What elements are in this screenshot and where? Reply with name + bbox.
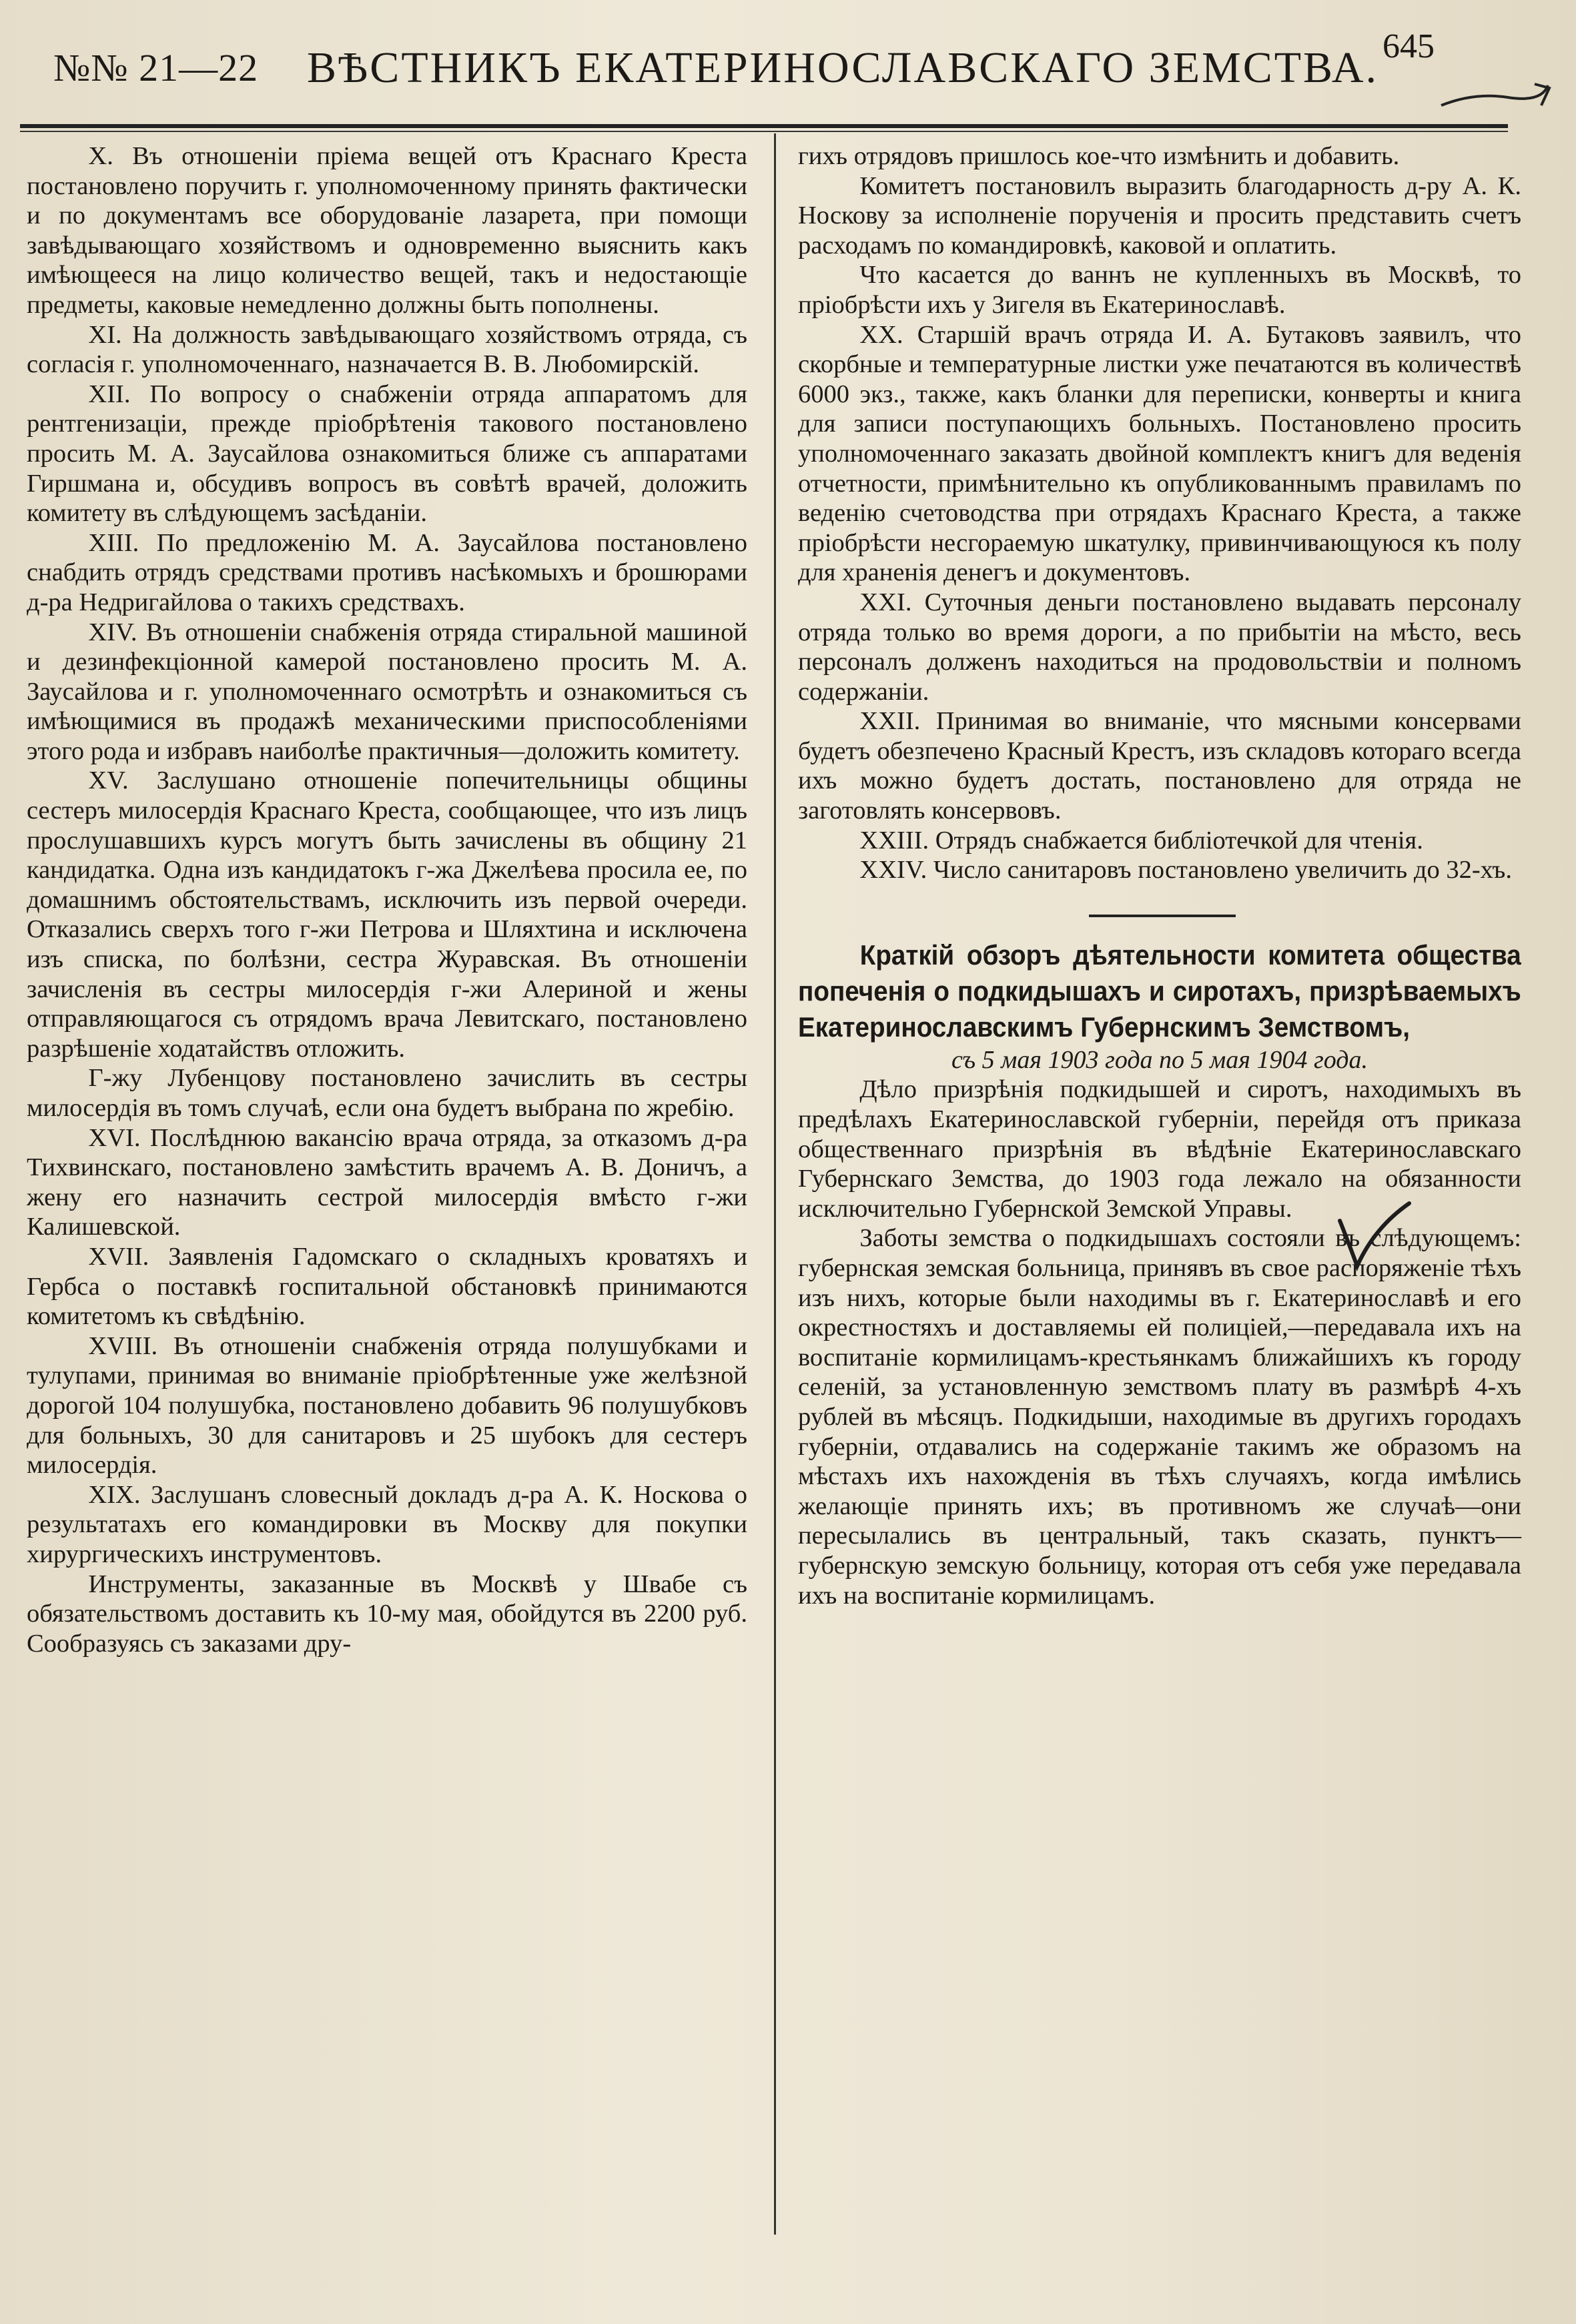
page-number: 645 xyxy=(1383,27,1435,65)
paragraph: XVII. Заявленія Гадомскаго о складныхъ кроватяхъ и Гербса о поставкѣ госпитальной обстановкѣ принимаются комитетомъ къ свѣдѣнію. xyxy=(27,1242,747,1331)
paragraph: Комитетъ постановилъ выразить благодарность д-ру А. К. Носкову за исполненіе порученія и просить представить счетъ расходамъ по командировкѣ, каковой и оплатить. xyxy=(798,171,1521,259)
page-header xyxy=(40,27,1535,93)
paragraph: XXIV. Число санитаровъ постановлено увеличить до 32-хъ. xyxy=(859,856,1512,885)
paragraph: XIX. Заслушанъ словесный докладъ д-ра А. К. Носкова о результатахъ его командировки въ Москву для покупки хирургическихъ инструментовъ. xyxy=(27,1480,747,1568)
paragraph: XVI. Послѣднюю вакансію врача отряда, за отказомъ д-ра Тихвинскаго, постановлено замѣстить врачемъ А. В. Доничъ, а жену его назначить сестрой милосердія вмѣсто г-жи Калишевской. xyxy=(27,1123,747,1241)
section-dates: съ 5 мая 1903 года по 5 мая 1904 года. xyxy=(951,1045,1368,1074)
header-rule xyxy=(20,124,1508,128)
paragraph: XIV. Въ отношеніи снабженія отряда стиральной машиной и дезинфекціонной камерой постановлено просить М. А. Заусайлова и г. уполномоченнаго осмотрѣть и ознакомиться съ имѣющимися въ продажѣ механическими приспособленіями этого рода и избравъ наиболѣе практичныя—доложить комитету. xyxy=(27,618,747,765)
header-rule-thin xyxy=(20,131,1508,132)
paragraph: XXII. Принимая во вниманіе, что мясными консервами будетъ обезпечено Красный Крестъ, изъ складовъ котораго всегда ихъ можно будетъ достать, постановлено для отряда не заготовлять консервовъ. xyxy=(798,707,1521,825)
column-divider xyxy=(774,133,776,2235)
pen-scribble-icon xyxy=(1435,79,1555,119)
paragraph: XIII. По предложенію М. А. Заусайлова постановлено снабдить отрядъ средствами противъ насѣкомыхъ и брошюрами д-ра Недригайлова о такихъ средствахъ. xyxy=(27,528,747,616)
left-column xyxy=(27,141,747,1658)
paragraph: XXIII. Отрядъ снабжается библіотечкой для чтенія. xyxy=(859,826,1423,854)
right-column xyxy=(798,141,1521,1610)
right-column-items xyxy=(798,141,1521,885)
paragraph: Г-жу Лубенцову постановлено зачислить въ сестры милосердія въ томъ случаѣ, если она будетъ выбрана по жребію. xyxy=(27,1064,747,1122)
issue-number: №№ 21—22 xyxy=(53,46,259,89)
paragraph: XII. По вопросу о снабженіи отряда аппаратомъ для рентгенизаціи, прежде пріобрѣтенія такового постановлено просить М. А. Заусайлова ознакомиться ближе съ аппаратами Гиршмана и, обсудивъ вопросъ въ совѣтѣ врачей, доложить комитету въ слѣдующемъ засѣданіи. xyxy=(27,380,747,528)
section-separator xyxy=(1089,915,1236,917)
paragraph: X. Въ отношеніи пріема вещей отъ Краснаго Креста постановлено поручить г. уполномоченному принять фактически и по документамъ все оборудованіе лазарета, при помощи завѣдывающаго хозяйствомъ и одновременно выяснить какъ имѣющееся на лицо количество вещей, такъ и недостающіе предметы, каковые немедленно должны быть пополнены. xyxy=(27,142,747,319)
paragraph: XV. Заслушано отношеніе попечительницы общины сестеръ милосердія Краснаго Креста, сообщающее, что изъ лицъ прослушавшихъ курсъ могутъ быть зачислены въ общину 21 кандидатка. Одна изъ кандидатокъ г-жа Джелѣева просила ее, по домашнимъ обстоятельствамъ, исключить изъ первой очереди. Отказались сверхъ того г-жи Петрова и Шляхтина и исключена изъ списка, по болѣзни, сестра Журавская. Въ отношеніи зачисленія въ сестры милосердія г-жи Алериной и жены отправляющагося съ отрядомъ врача Левитскаго, постановлено разрѣшеніе ходатайствъ отложить. xyxy=(27,766,747,1063)
section-paragraph: Заботы земства о подкидышахъ состояли въ слѣдующемъ: губернская земская больница, принявъ въ свое распоряженіе тѣхъ изъ нихъ, которые были находимы въ г. Екатеринославѣ и его окрестностяхъ и доставляемы ей полиціей,—передавала ихъ на воспитаніе кормилицамъ-крестьянкамъ ближайшихъ къ городу селеній, за установленную земствомъ плату въ размѣрѣ 4-хъ рублей въ мѣсяцъ. Подкидыши, находимые въ другихъ городахъ губерніи, отдавались на содержаніе такимъ же образомъ на мѣстахъ ихъ нахожденія въ тѣхъ случаяхъ, когда имѣлись желающіе принять ихъ; въ противномъ же случаѣ—они пересылались въ центральный, такъ сказать, пунктъ—губернскую земскую больницу, которая отъ себя уже передавала ихъ на воспитаніе кормилицамъ. xyxy=(798,1224,1521,1610)
paragraph: XXI. Суточныя деньги постановлено выдавать персоналу отряда только во время дороги, а по прибытіи на мѣсто, весь персоналъ долженъ находиться на продовольствіи и полномъ содержаніи. xyxy=(798,588,1521,706)
paragraph: гихъ отрядовъ пришлось кое-что измѣнить и добавить. xyxy=(798,142,1400,170)
paragraph: XVIII. Въ отношеніи снабженія отряда полушубками и тулупами, принимая во вниманіе пріобрѣтенные уже желѣзной дорогой 104 полушубка, постановлено добавить 96 полушубковъ для больныхъ, 30 для санитаровъ и 25 шубокъ для сестеръ милосердія. xyxy=(27,1331,747,1480)
section-paragraph: Дѣло призрѣнія подкидышей и сиротъ, находимыхъ въ предѣлахъ Екатеринославской губерніи, перейдя отъ приказа общественнаго призрѣнія въ вѣдѣніе Екатеринославскаго Губернскаго Земства, до 1903 года лежало на обязанности исключительно Губернской Земской Управы. xyxy=(798,1075,1521,1223)
checkmark-icon xyxy=(1334,1201,1415,1274)
section-title: Краткій обзоръ дѣятельности комитета общества попеченія о подкидышахъ и сиротахъ, призрѣваемыхъ Екатеринославскимъ Губернскимъ Земствомъ, xyxy=(798,939,1521,1043)
paragraph: XI. На должность завѣдывающаго хозяйствомъ отряда, съ согласія г. уполномоченнаго, назначается В. В. Любомирскій. xyxy=(27,320,747,379)
paragraph: Инструменты, заказанные въ Москвѣ у Швабе съ обязательствомъ доставить къ 10-му мая, обойдутся въ 2200 руб. Сообразуясь съ заказами дру- xyxy=(27,1570,747,1658)
paragraph: XX. Старшій врачъ отряда И. А. Бутаковъ заявилъ, что скорбные и температурные листки уже печатаются въ количествѣ 6000 экз., также, какъ бланки для переписки, конверты и книга для записи поступающихъ больныхъ. Постановлено просить уполномоченнаго заказать двойной комплектъ книгъ для веденія отчетности, примѣнительно къ опубликованнымъ правиламъ по веденію счетоводства при отрядахъ Краснаго Креста, а также пріобрѣсти несгораемую шкатулку, привинчивающуюся къ полу для храненія денегъ и документовъ. xyxy=(798,320,1521,587)
paragraph: Что касается до ваннъ не купленныхъ въ Москвѣ, то пріобрѣсти ихъ у Зигеля въ Екатеринославѣ. xyxy=(798,261,1521,319)
masthead-title: ВѢСТНИКЪ ЕКАТЕРИНОСЛАВСКАГО ЗЕМСТВА. xyxy=(307,43,1379,92)
